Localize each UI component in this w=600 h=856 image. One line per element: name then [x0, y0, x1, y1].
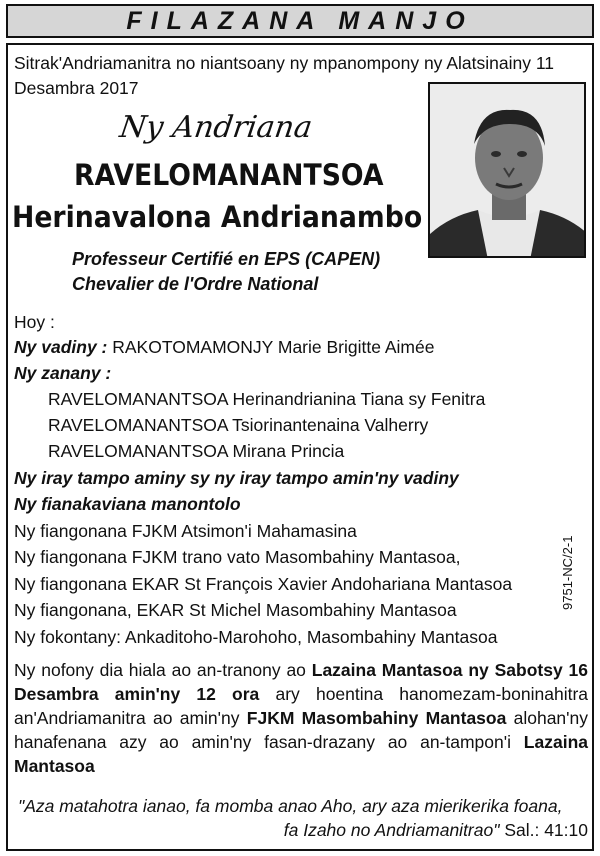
church-item: Ny fiangonana FJKM trano vato Masombahiny Mantasoa, [14, 547, 461, 567]
funeral-text: Ny nofony dia hiala ao an-tranony ao [14, 660, 312, 680]
funeral-church: FJKM Masombahiny Mantasoa [246, 708, 507, 728]
relatives-line-1: Ny iray tampo aminy sy ny iray tampo amin'ny vadiny [14, 468, 459, 488]
bible-quote-text: fa Izaho no Andriamanitrao" [283, 820, 500, 840]
relatives-line-2: Ny fianakaviana manontolo [14, 494, 241, 514]
church-item: Ny fokontany: Ankaditoho-Marohoho, Masombahiny Mantasoa [14, 627, 498, 647]
deceased-given-names: Herinavalona Andrianambo [12, 200, 423, 234]
church-item: Ny fiangonana FJKM Atsimon'i Mahamasina [14, 521, 357, 541]
hoy-label: Hoy : [14, 312, 55, 332]
funeral-place-date: Lazaina Mantasoa ny Sabotsy 16 Desambra amin'ny 12 ora [14, 660, 588, 704]
header-banner [6, 4, 594, 38]
honorific: Ny Andriana [117, 110, 315, 145]
bible-quote-line-2 [284, 820, 588, 841]
banner-title: FILAZANA MANJO [126, 6, 474, 35]
funeral-text: alohan'ny hanafenana azy ao amin'ny fasan-drazany ao an-tampon'i [14, 708, 588, 752]
bible-quote-line-1: "Aza matahotra ianao, fa momba anao Aho, ary aza mierikerika foana, [18, 796, 563, 816]
intro-line-1: Sitrak'Andriamanitra no niantsoany ny mpanompony ny Alatsinainy 11 [14, 53, 554, 73]
child-item: RAVELOMANANTSOA Herinandrianina Tiana sy Fenitra [48, 389, 486, 409]
deceased-surname: RAVELOMANANTSOA [74, 158, 384, 192]
child-item: RAVELOMANANTSOA Tsiorinantenaina Valherry [48, 415, 429, 435]
deceased-title-2: Chevalier de l'Ordre National [72, 274, 319, 294]
deceased-title-1: Professeur Certifié en EPS (CAPEN) [72, 249, 381, 269]
ad-reference-wrap [556, 530, 580, 610]
funeral-burial-place: Lazaina Mantasoa [14, 732, 588, 776]
portrait-photo [428, 82, 586, 258]
church-item: Ny fiangonana EKAR St François Xavier Andohariana Mantasoa [14, 574, 513, 594]
funeral-text: ary hoentina hanomezam-boninahitra an'Andriamanitra ao amin'ny [14, 684, 589, 728]
portrait-icon [430, 84, 586, 258]
church-item: Ny fiangonana, EKAR St Michel Masombahiny Mantasoa [14, 600, 457, 620]
child-item: RAVELOMANANTSOA Mirana Princia [48, 441, 345, 461]
funeral-paragraph [14, 658, 588, 778]
bible-reference: Sal.: 41:10 [499, 820, 588, 840]
intro-line-2: Desambra 2017 [14, 78, 139, 98]
spouse-name: RAKOTOMAMONJY Marie Brigitte Aimée [112, 337, 435, 357]
spouse-label: Ny vadiny : [14, 337, 108, 357]
spouse-line [14, 335, 434, 359]
ad-reference: 9751-NC/2-1 [560, 535, 575, 610]
children-label: Ny zanany : [14, 363, 112, 383]
